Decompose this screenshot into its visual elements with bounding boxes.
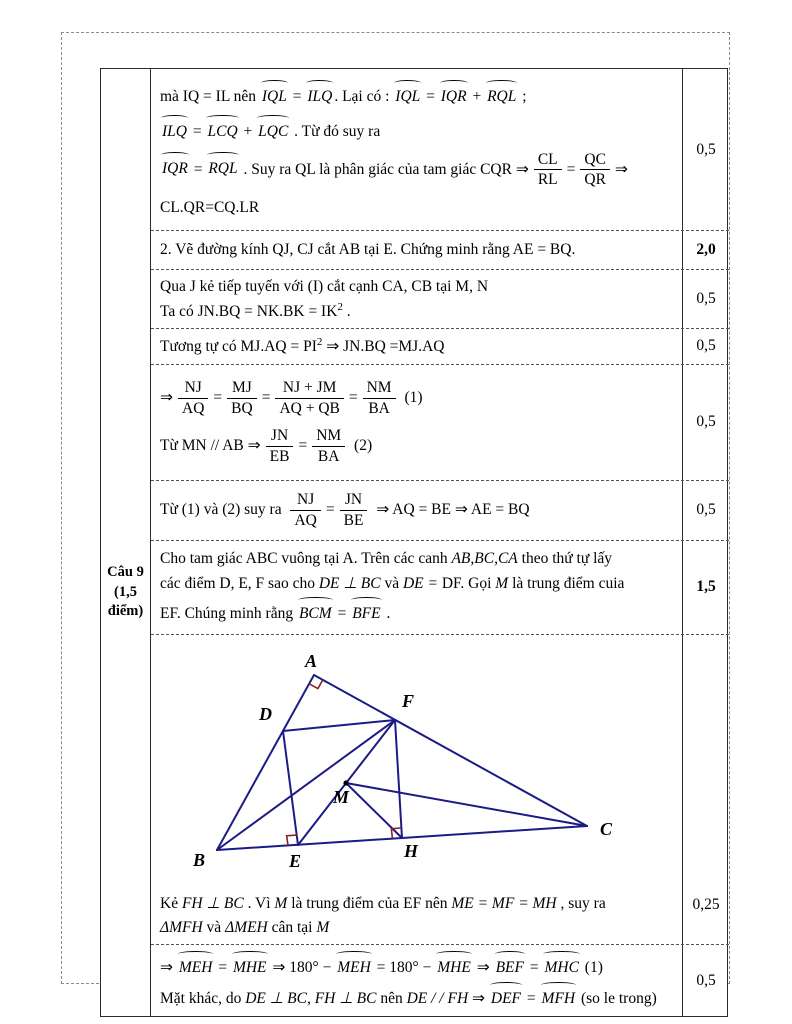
text: các điểm D, E, F sao cho [160,575,319,593]
text: ⇒ 180° − [268,959,336,977]
solution-text-cell [151,481,682,540]
text: Cho tam giác ABC vuông tại A. Trên các canh [160,549,452,567]
text: (so le trong) [577,989,657,1007]
numerator: NM [312,427,345,447]
edge-FH [395,720,402,838]
text: mà IQ = IL nên [160,88,260,105]
equals: = [298,437,308,455]
text: EF. Chúng minh rằng [160,605,297,623]
text-line [160,597,672,625]
superscript: 2 [337,300,343,313]
question-number: Câu 9 [107,564,144,580]
text: Mặt khác, do [160,989,246,1007]
geometry-figure [172,643,672,886]
label-H: H [404,840,419,861]
math-line [160,299,672,323]
score-value: 0,5 [696,337,716,355]
text-line [160,547,672,570]
text: và [202,919,226,937]
point-M-dot [343,780,348,785]
math-line [160,379,672,418]
angle-RQL: RQL [485,80,518,108]
math-text: AB,BC,CA [451,549,518,567]
score-cell [682,365,729,480]
score-cell [682,481,729,540]
text: + [239,123,257,141]
denominator: AQ [182,399,205,417]
problem-statement-cell [151,231,682,268]
denominator: QR [584,171,606,189]
angle-LCQ: LCQ [205,115,239,143]
numerator: MJ [227,379,257,399]
math-text: DE ⊥ BC [318,575,381,593]
table-row [151,635,729,946]
numerator: CL [534,151,562,171]
math-line [160,151,672,190]
math-line [160,427,672,466]
label-M: M [333,786,350,807]
text: = [525,959,543,977]
solution-text-cell [151,69,682,230]
text: = [188,123,206,141]
equals: = [325,501,335,518]
text: ⇒ [472,959,494,977]
angle-LQC: LQC [256,115,290,143]
solution-text-cell [151,365,682,480]
fraction-QC-QR [580,151,610,190]
text: là trung điểm của EF nên [287,894,452,912]
label-A: A [305,650,318,671]
edge-AC [314,675,587,826]
text: . [382,605,391,623]
text: = [422,88,439,105]
text: . [342,303,351,321]
denominator: BQ [231,399,253,417]
math-text: M [495,575,509,593]
label-D: D [259,703,272,724]
text: Qua J kẻ tiếp tuyến với (I) cắt cạnh CA, CB tại M, N [160,277,489,295]
table-row [151,945,729,1016]
text: . Lại có : [334,88,394,105]
angle-IQR: IQR [439,80,469,108]
problem-statement-cell [151,541,682,634]
solution-text-cell [151,270,682,329]
angle-ILQ: ILQ [305,80,334,108]
score-value: 2,0 [696,241,716,258]
equation-tag: (1) [580,959,603,977]
table-row [151,329,729,364]
label-C: C [600,818,613,839]
angle-MEH: MEH [177,951,215,979]
math-line [160,491,530,530]
table-row [151,231,729,269]
math-line [160,982,672,1010]
score-value: 0,5 [696,140,716,158]
denominator: EB [269,448,290,466]
figure-and-text-cell [151,635,682,945]
edge-AB [217,675,314,850]
text: = [189,160,207,178]
text: ⇒ [468,989,489,1007]
fraction-NM-BA [363,379,396,418]
equals: = [348,388,358,406]
math-text: DE = [402,575,438,593]
score-value: 0,5 [696,971,716,989]
angle-MHE: MHE [231,951,269,979]
table-row [151,541,729,635]
text: 2. Vẽ đường kính QJ, CJ cắt AB tại E. Chứng minh rằng AE = BQ. [160,241,576,259]
angle-BFE: BFE [350,597,382,625]
numerator: NJ + JM [275,379,343,399]
fraction-CL-RL [534,151,562,190]
equation-tag: (2) [350,437,373,455]
text: cân tại [267,919,317,937]
score-value: 0,5 [696,413,716,431]
fraction-MJ-BQ [227,379,257,418]
text-line [160,916,672,939]
text: Kẻ [160,894,182,912]
equals: = [213,388,223,406]
score-value: 0,5 [696,501,716,519]
denominator: BE [343,511,364,529]
text: Tương tự có MJ.AQ = PI [160,338,317,356]
solution-table [100,68,728,1017]
angle-ILQ: ILQ [160,115,189,143]
equation-tag: (1) [400,388,423,406]
equals: = [261,388,271,406]
denominator: AQ + QB [279,399,340,417]
score-cell [682,270,729,329]
math-line [160,80,672,108]
angle-BCM: BCM [297,597,334,625]
fraction-JN-BE [340,491,368,530]
text: Ta có JN.BQ = NK.BK = IK [160,303,338,321]
fraction-JN-EB [266,427,294,466]
score-cell [682,329,729,363]
numerator: NM [363,379,396,399]
angle-BEF: BEF [494,951,526,979]
numerator: NJ [290,491,320,511]
triangle-figure-svg [172,643,672,881]
math-text: M [274,894,288,912]
numerator: JN [340,491,368,511]
text: ⇒ JN.BQ =MJ.AQ [322,338,445,356]
math-text: FH ⊥ BC [181,894,244,912]
text: Từ (1) và (2) suy ra [160,501,286,518]
text: DF. Gọi [437,575,496,593]
angle-DEF: DEF [489,982,523,1010]
table-row [151,365,729,481]
math-line [160,951,672,979]
question-points-open: (1,5 [114,583,137,600]
text: CL.QR=CQ.LR [160,199,260,217]
text: . Suy ra QL là phân giác của tam giác CQR ⇒ [239,160,529,178]
score-value: 0,5 [696,289,716,307]
text: . Vì [243,894,275,912]
question-label-column [101,69,151,1016]
math-line [160,334,672,358]
text: nên [376,989,407,1007]
text: = [333,605,351,623]
text: = [214,959,231,977]
denominator: AQ [294,511,317,529]
text: = [523,989,540,1007]
score-value: 0,25 [692,896,720,914]
text: = 180° − [372,959,436,977]
implies-arrow: ⇒ [160,388,173,406]
math-text: ME = MF = MH [451,894,557,912]
numerator: JN [266,427,294,447]
math-text: DE ⊥ BC, FH ⊥ BC [245,989,377,1007]
table-row [151,69,729,231]
question-points-close: điểm) [107,603,144,620]
score-value: 1,5 [696,578,716,596]
angle-IQL: IQL [393,80,422,108]
numerator: QC [580,151,610,171]
fraction-NJ-AQ [178,379,208,418]
edge-DF [283,720,395,731]
fraction-NM-BA [312,427,345,466]
solution-text-cell [151,945,682,1016]
text: theo thứ tự lấy [517,549,613,567]
angle-IQL: IQL [260,80,289,108]
math-text: ΔMEH [225,919,268,937]
denominator: BA [317,448,340,466]
text: Từ MN // AB ⇒ [160,437,261,455]
fraction-NJ-AQ [290,491,320,530]
edge-BF [217,720,395,850]
text: là trung điểm cuia [508,575,625,593]
equals: = [566,160,576,178]
score-cell [682,69,729,230]
math-text: M [316,919,330,937]
table-row [151,270,729,330]
angle-MFH: MFH [540,982,578,1010]
angle-IQR: IQR [160,152,190,180]
solution-text-cell [151,329,682,363]
edge-DE [283,731,298,845]
math-text: DE / / FH [406,989,469,1007]
implies-arrow: ⇒ [160,959,177,977]
fraction-sum [275,379,343,418]
text: . Từ đó suy ra [290,123,381,141]
numerator: NJ [178,379,208,399]
label-B: B [193,849,206,870]
text: = [288,88,306,105]
math-text: ΔMFH [160,919,203,937]
angle-MHE: MHE [435,951,473,979]
denominator: RL [537,171,558,189]
denominator: BA [368,399,390,417]
angle-RQL: RQL [206,152,239,180]
text-line [160,892,672,915]
label-F: F [402,690,415,711]
angle-MEH: MEH [335,951,373,979]
score-cell [682,945,729,1016]
angle-MHC: MHC [542,951,580,979]
math-line [160,196,672,219]
score-cell [682,541,729,634]
math-line [160,115,672,143]
superscript: 2 [316,336,323,349]
table-row [151,481,729,541]
implies-arrow: ⇒ [614,160,628,178]
label-E: E [289,850,302,871]
text: ; [518,88,527,105]
text-line [160,275,672,298]
text: và [380,575,403,593]
text: , suy ra [556,894,606,912]
text: + [468,88,486,105]
score-cell [682,635,729,945]
score-cell [682,231,729,268]
text-line [160,572,672,595]
solution-rows [151,69,729,1016]
text-line [160,238,672,261]
question-label [101,563,150,622]
text: ⇒ AQ = BE ⇒ AE = BQ [372,501,530,518]
